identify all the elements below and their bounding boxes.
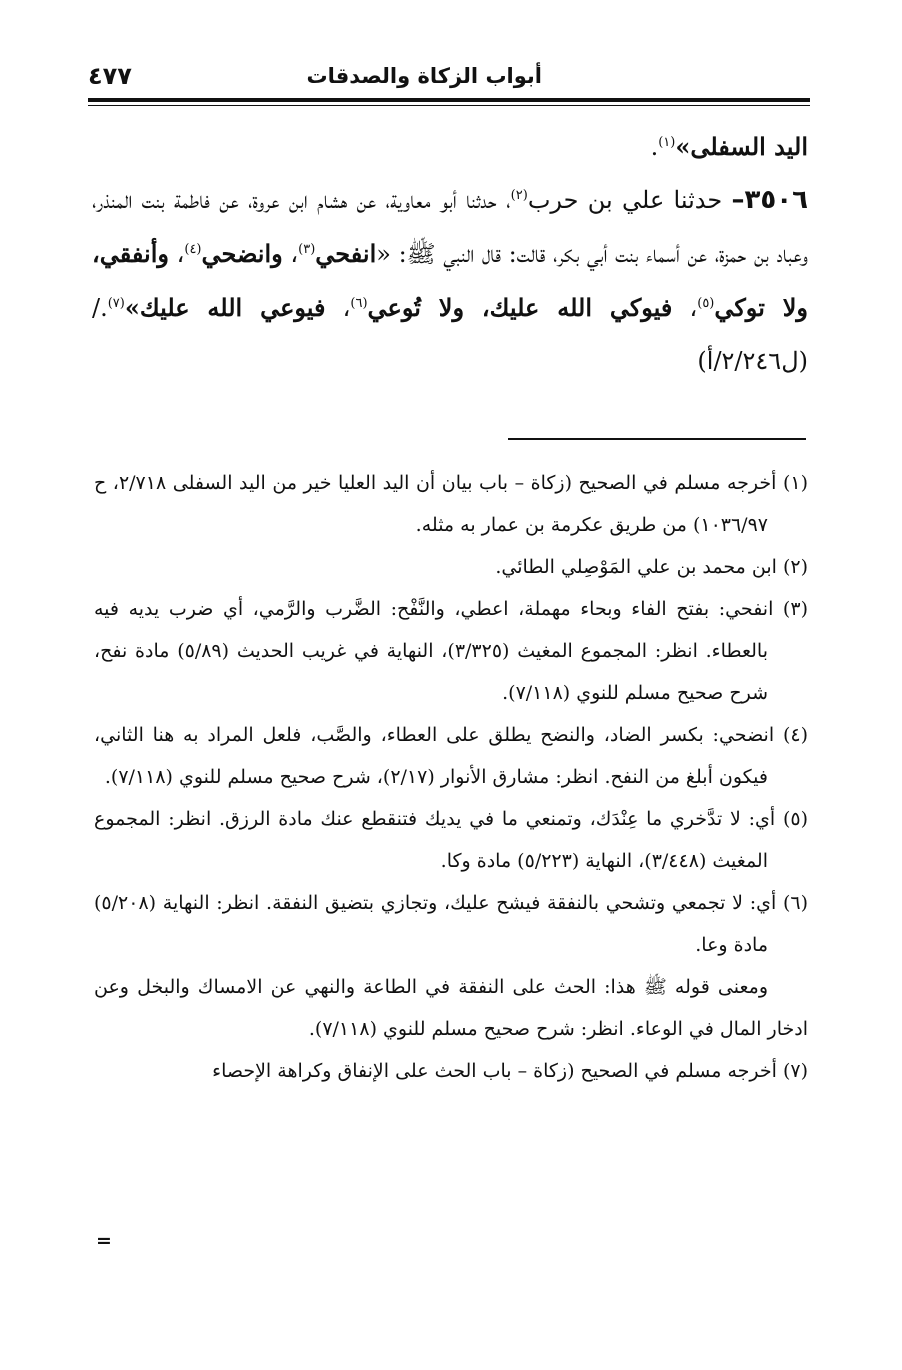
separator: ، xyxy=(282,240,299,268)
hadith-number: ٣٥٠٦– xyxy=(731,185,809,215)
running-title: أبواب الزكاة والصدقات xyxy=(306,64,542,88)
footnote-5: (٥) أي: لا تدَّخري ما عِنْدَك، وتمنعي ما في يديك فتنقطع عنك مادة الرزق. انظر: المجموع المغيث (٣/٤٤٨)، النهاية (٥/٢٢٣) مادة وكا. xyxy=(94,808,808,872)
footnote-ref-4: (٤) xyxy=(184,242,202,257)
footnote-ref-5: (٥) xyxy=(697,296,715,311)
page-header xyxy=(88,62,810,96)
continuation-mark: = xyxy=(96,1230,112,1252)
footnote-1: (١) أخرجه مسلم في الصحيح (زكاة – باب بيان أن اليد العليا خير من اليد السفلى ٢/٧١٨، ح ١٠٣٦/٩٧) من طريق عكرمة بن عمار به مثله. xyxy=(94,472,809,536)
header-rule-thick xyxy=(88,98,810,102)
header-rule-thin xyxy=(88,105,810,106)
footnote-ref-2: (٢) xyxy=(510,188,528,203)
footnote-ref-1: (١) xyxy=(658,135,676,150)
isnad-chain: ، حدثنا أبو معاوية، عن هشام ابن عروة، عن فاطمة بنت المنذر، وعباد بن حمزة، عن أسماء بنت أبي بكر، قالت: قال النبي ﷺ: « xyxy=(92,186,809,268)
footnote-6: (٦) أي: لا تجمعي وتشحي بالنفقة فيشح عليك، وتجازي بتضيق النفقة. انظر: النهاية (٥/٢٠٨) مادة وعا. xyxy=(94,892,808,956)
footnote-2: (٢) ابن محمد بن علي المَوْصِلي الطائي. xyxy=(495,556,808,578)
footnote-ref-6: (٦) xyxy=(350,296,368,311)
matn-word-1: انفحي xyxy=(315,239,377,268)
main-text xyxy=(92,120,808,388)
footnote-3: (٣) انفحي: بفتح الفاء وبحاء مهملة، اعطي، والنَّفْح: الضَّرب والرَّمي، أي ضرب يديه فيه بالعطاء. انظر: المجموع المغيث (٣/٣٢٥)، النهاية في غريب الحديث (٥/٨٩) مادة نفح، شرح صحيح مسلم للنوي (٧/١١٨). xyxy=(94,598,808,704)
separator: ، xyxy=(168,240,185,268)
footnote-ref-7: (٧) xyxy=(107,296,125,311)
footnote-separator xyxy=(508,438,806,440)
page-number: ٤٧٧ xyxy=(88,62,132,90)
matn-phrase-5: فيوعي الله عليك» xyxy=(124,293,326,322)
paragraph-continuation xyxy=(92,120,808,174)
separator: ، xyxy=(672,294,698,322)
period: . xyxy=(650,133,659,161)
matn-word-2: وانضحي xyxy=(201,239,283,268)
footnote-4: (٤) انضحي: بكسر الضاد، والنضح يطلق على العطاء، والصَّب، فلعل المراد به هنا الثاني، فيكون أبلغ من النفح. انظر: مشارق الأنوار (٢/١٧)، شرح صحيح مسلم للنوي (٧/١١٨). xyxy=(94,724,808,788)
continued-phrase: اليد السفلى» xyxy=(675,132,808,161)
isnad-start: حدثنا علي بن حرب xyxy=(527,186,723,214)
footnote-7: (٧) أخرجه مسلم في الصحيح (زكاة – باب الحث على الإنفاق وكراهة الإحصاء xyxy=(212,1060,808,1082)
separator: ، xyxy=(325,294,351,322)
footnotes xyxy=(94,462,808,1092)
footnote-ref-3: (٣) xyxy=(298,242,316,257)
matn-phrase-4: فيوكي الله عليك، ولا تُوعي xyxy=(367,293,673,322)
hadith-paragraph xyxy=(92,174,808,388)
manuscript-ref: ./ (ل٢/٢٤٦/أ) xyxy=(92,294,808,375)
matn-phrase-3: وأنفقي، ولا توكي xyxy=(92,239,808,322)
footnote-6-explanation: ومعنى قوله ﷺ هذا: الحث على النفقة في الطاعة والنهي عن الامساك والبخل وعن ادخار المال في الوعاء. انظر: شرح صحيح مسلم للنوي (٧/١١٨). xyxy=(94,976,808,1040)
